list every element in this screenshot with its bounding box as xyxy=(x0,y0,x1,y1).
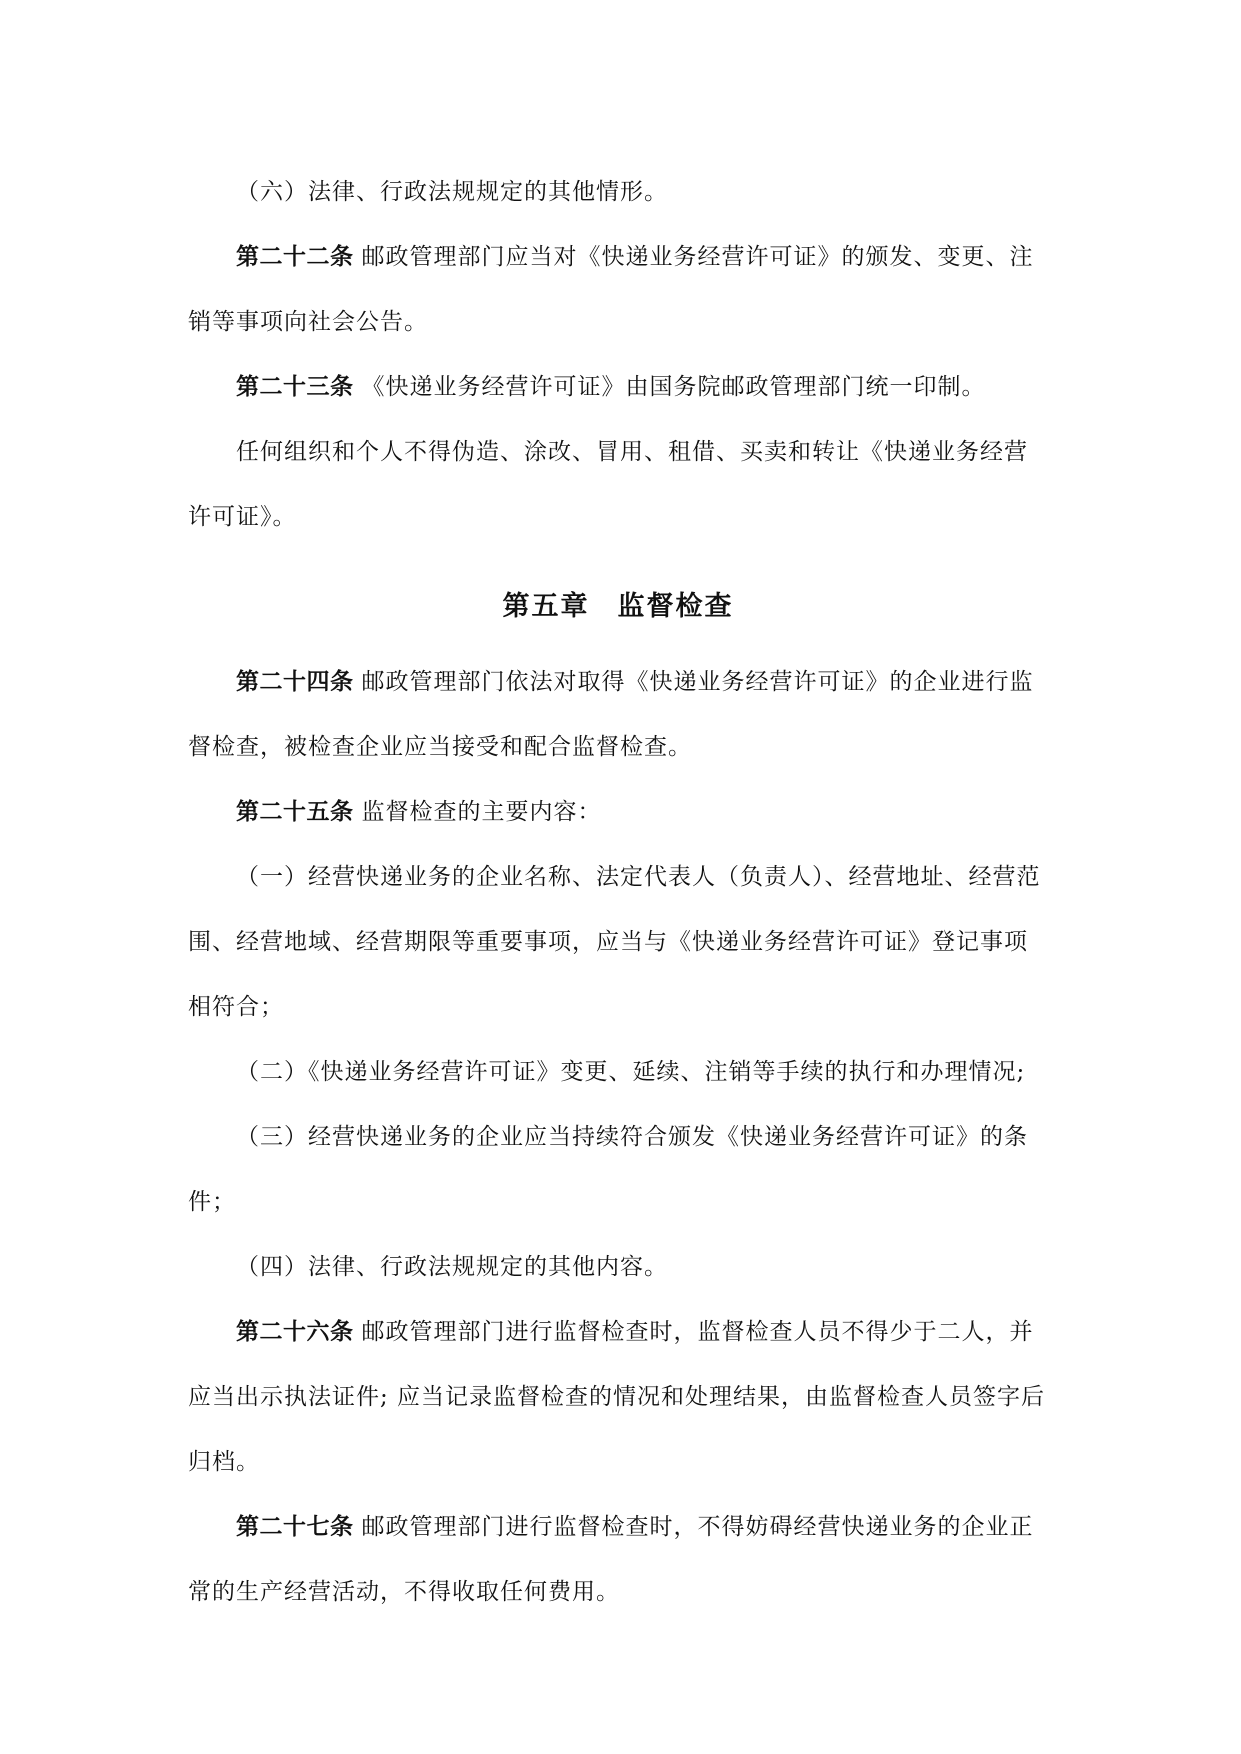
article-text: 邮政管理部门进行监督检查时，监督检查人员不得少于二人，并应当出示执法证件; 应当记录监督检查的情况和处理结果，由监督检查人员签字后归档。 xyxy=(188,1319,1046,1475)
paragraph-item-1 xyxy=(188,845,1048,1040)
article-text: 邮政管理部门应当对《快递业务经营许可证》的颁发、变更、注销等事项向社会公告。 xyxy=(188,244,1034,335)
chapter-heading xyxy=(188,572,1048,642)
paragraph-prohibition xyxy=(188,420,1048,550)
paragraph-item-3 xyxy=(188,1105,1048,1235)
paragraph-text: （三）经营快递业务的企业应当持续符合颁发《快递业务经营许可证》的条件； xyxy=(188,1124,1028,1215)
article-22 xyxy=(188,225,1048,355)
article-number: 第二十六条 xyxy=(236,1319,354,1345)
paragraph-text: 任何组织和个人不得伪造、涂改、冒用、租借、买卖和转让《快递业务经营许可证》。 xyxy=(188,439,1028,530)
paragraph-item-4 xyxy=(188,1235,1048,1300)
paragraph-text: （二）《快递业务经营许可证》变更、延续、注销等手续的执行和办理情况; xyxy=(236,1059,1026,1085)
article-number: 第二十三条 xyxy=(236,374,354,400)
article-25 xyxy=(188,780,1048,845)
article-23 xyxy=(188,355,1048,420)
article-number: 第二十二条 xyxy=(236,244,354,270)
paragraph-item-6 xyxy=(188,160,1048,225)
paragraph-text: （四）法律、行政法规规定的其他内容。 xyxy=(236,1254,668,1280)
article-number: 第二十五条 xyxy=(236,799,354,825)
article-text: 邮政管理部门进行监督检查时，不得妨碍经营快递业务的企业正常的生产经营活动，不得收取任何费用。 xyxy=(188,1514,1034,1605)
article-26 xyxy=(188,1300,1048,1495)
article-text: 《快递业务经营许可证》由国务院邮政管理部门统一印制。 xyxy=(361,374,986,400)
article-24 xyxy=(188,650,1048,780)
paragraph-text: （六）法律、行政法规规定的其他情形。 xyxy=(236,179,668,205)
article-text: 监督检查的主要内容： xyxy=(361,799,602,825)
chapter-number: 第五章 xyxy=(502,591,590,622)
article-number: 第二十四条 xyxy=(236,669,354,695)
article-text: 邮政管理部门依法对取得《快递业务经营许可证》的企业进行监督检查，被检查企业应当接受和配合监督检查。 xyxy=(188,669,1034,760)
paragraph-text: （一）经营快递业务的企业名称、法定代表人（负责人）、经营地址、经营范围、经营地域、经营期限等重要事项，应当与《快递业务经营许可证》登记事项相符合； xyxy=(188,864,1041,1020)
article-27 xyxy=(188,1495,1048,1625)
paragraph-item-2 xyxy=(188,1040,1048,1105)
chapter-title: 监督检查 xyxy=(617,591,734,622)
document-body xyxy=(188,160,1048,1625)
article-number: 第二十七条 xyxy=(236,1514,354,1540)
